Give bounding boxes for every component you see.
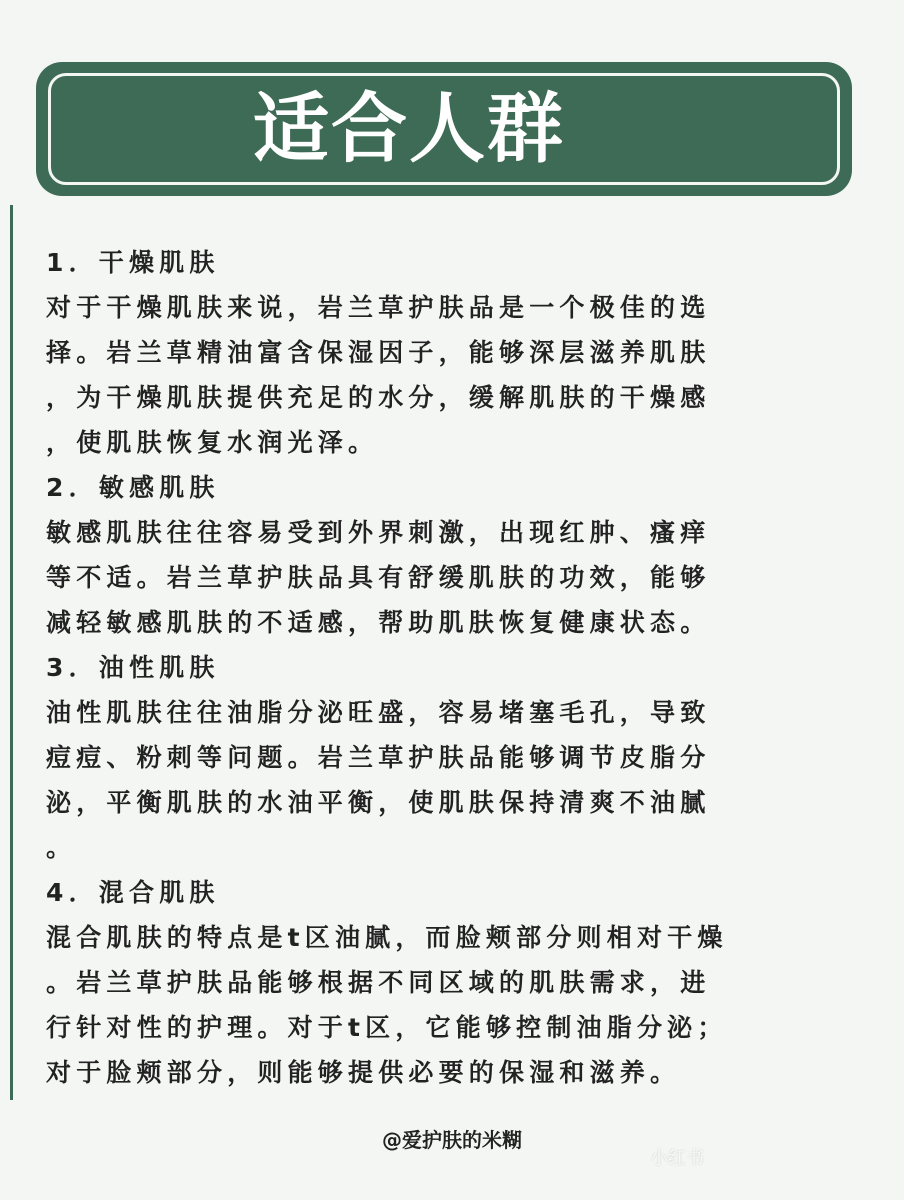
section-heading: 4．混合肌肤 xyxy=(46,878,220,907)
paragraph-line: 。 xyxy=(46,833,77,862)
paragraph-line: 敏感肌肤往往容易受到外界刺激，出现红肿、瘙痒 xyxy=(46,518,711,547)
section-heading: 2．敏感肌肤 xyxy=(46,473,220,502)
paragraph-line: 择。岩兰草精油富含保湿因子，能够深层滋养肌肤 xyxy=(46,338,711,367)
paragraph-line: ，为干燥肌肤提供充足的水分，缓解肌肤的干燥感 xyxy=(46,383,711,412)
paragraph-line: 等不适。岩兰草护肤品具有舒缓肌肤的功效，能够 xyxy=(46,563,711,592)
paragraph-line: ，使肌肤恢复水润光泽。 xyxy=(46,428,379,457)
left-accent-rule xyxy=(10,205,13,1100)
paragraph-line: 减轻敏感肌肤的不适感，帮助肌肤恢复健康状态。 xyxy=(46,608,711,637)
section-sensitive-skin xyxy=(46,465,846,645)
paragraph-line: 泌，平衡肌肤的水油平衡，使肌肤保持清爽不油腻 xyxy=(46,788,711,817)
paragraph-line: 油性肌肤往往油脂分泌旺盛，容易堵塞毛孔，导致 xyxy=(46,698,711,727)
section-heading: 1．干燥肌肤 xyxy=(46,248,220,277)
article-body xyxy=(46,240,846,1095)
platform-watermark: 小红书 xyxy=(650,1148,704,1169)
paragraph-line: 对于脸颊部分，则能够提供必要的保湿和滋养。 xyxy=(46,1058,681,1087)
section-dry-skin xyxy=(46,240,846,465)
title-banner xyxy=(36,62,852,196)
title-banner-frame xyxy=(48,73,840,185)
paragraph-line: 对于干燥肌肤来说，岩兰草护肤品是一个极佳的选 xyxy=(46,293,711,322)
section-oily-skin xyxy=(46,645,846,870)
paragraph-line: 行针对性的护理。对于t区，它能够控制油脂分泌； xyxy=(46,1013,728,1042)
paragraph-line: 。岩兰草护肤品能够根据不同区域的肌肤需求，进 xyxy=(46,968,711,997)
page-title: 适合人群 xyxy=(253,84,565,173)
paragraph-line: 混合肌肤的特点是t区油腻，而脸颊部分则相对干燥 xyxy=(46,923,728,952)
author-credit: @爱护肤的米糊 xyxy=(382,1128,522,1152)
section-heading: 3．油性肌肤 xyxy=(46,653,220,682)
section-combination-skin xyxy=(46,870,846,1095)
paragraph-line: 痘痘、粉刺等问题。岩兰草护肤品能够调节皮脂分 xyxy=(46,743,711,772)
